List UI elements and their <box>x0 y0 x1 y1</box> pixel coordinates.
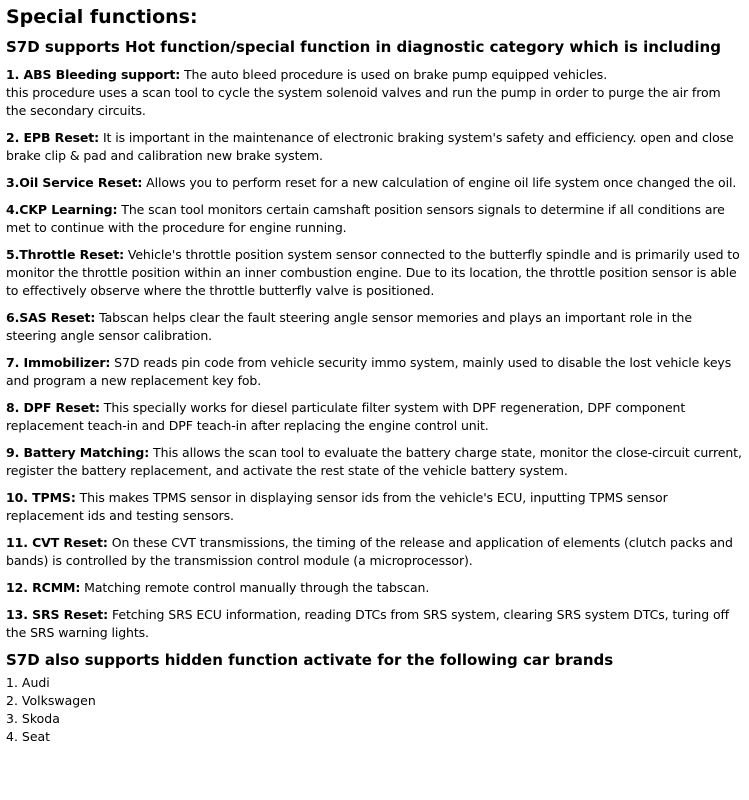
function-description-continued: this procedure uses a scan tool to cycle the system solenoid valves and run the pump in order to purge the air from the secondary circuits. <box>6 85 721 118</box>
function-term: 1. ABS Bleeding support: <box>6 67 181 82</box>
function-term: 13. SRS Reset: <box>6 607 109 622</box>
function-item-oil-service-reset <box>6 174 743 192</box>
function-term: 5.Throttle Reset: <box>6 247 124 262</box>
function-description: The auto bleed procedure is used on brake pump equipped vehicles. <box>180 67 608 82</box>
brand-item-volkswagen: 2. Volkswagen <box>6 693 96 708</box>
function-item-tpms <box>6 489 743 525</box>
special-functions-list <box>6 66 743 642</box>
brand-item-audi: 1. Audi <box>6 675 50 690</box>
function-item-sas-reset <box>6 309 743 345</box>
function-term: 10. TPMS: <box>6 490 76 505</box>
function-description: The scan tool monitors certain camshaft position sensors signals to determine if all conditions are met to continue with the procedure for engine running. <box>6 202 725 235</box>
function-description: On these CVT transmissions, the timing of the release and application of elements (clutch packs and bands) is controlled by the transmission control module (a microprocessor). <box>6 535 733 568</box>
function-item-ckp-learning <box>6 201 743 237</box>
function-term: 3.Oil Service Reset: <box>6 175 143 190</box>
hot-functions-heading: S7D supports Hot function/special function in diagnostic category which is including <box>6 38 721 56</box>
function-item-dpf-reset <box>6 399 743 435</box>
page-title: Special functions: <box>6 6 198 28</box>
function-description: Vehicle's throttle position system sensor connected to the butterfly spindle and is primarily used to monitor the throttle position within an inner combustion engine. Due to its location, the throttle position sensor is able to effectively observe where the throttle butterfly valve is positioned. <box>6 247 740 298</box>
function-description: This specially works for diesel particulate filter system with DPF regeneration, DPF component replacement teach-in and DPF teach-in after replacing the engine control unit. <box>6 400 686 433</box>
function-item-immobilizer <box>6 354 743 390</box>
function-term: 9. Battery Matching: <box>6 445 150 460</box>
car-brands-list <box>6 674 743 746</box>
function-term: 8. DPF Reset: <box>6 400 100 415</box>
function-item-rcmm <box>6 579 743 597</box>
function-term: 6.SAS Reset: <box>6 310 96 325</box>
function-description: Matching remote control manually through the tabscan. <box>80 580 430 595</box>
function-item-cvt-reset <box>6 534 743 570</box>
function-description: This allows the scan tool to evaluate the battery charge state, monitor the close-circuit current, register the battery replacement, and activate the rest state of the vehicle battery system. <box>6 445 742 478</box>
function-term: 4.CKP Learning: <box>6 202 118 217</box>
function-description: This makes TPMS sensor in displaying sensor ids from the vehicle's ECU, inputting TPMS sensor replacement ids and testing sensors. <box>6 490 668 523</box>
brand-item-skoda: 3. Skoda <box>6 711 60 726</box>
function-item-throttle-reset <box>6 246 743 300</box>
hidden-functions-heading: S7D also supports hidden function activate for the following car brands <box>6 651 614 669</box>
function-description: Allows you to perform reset for a new calculation of engine oil life system once changed the oil. <box>142 175 737 190</box>
function-item-epb-reset <box>6 129 743 165</box>
function-description: Fetching SRS ECU information, reading DTCs from SRS system, clearing SRS system DTCs, turing off the SRS warning lights. <box>6 607 730 640</box>
function-item-abs-bleeding <box>6 66 743 120</box>
function-description: It is important in the maintenance of electronic braking system's safety and efficiency. open and close brake clip & pad and calibration new brake system. <box>6 130 734 163</box>
function-term: 7. Immobilizer: <box>6 355 111 370</box>
function-term: 2. EPB Reset: <box>6 130 100 145</box>
function-term: 12. RCMM: <box>6 580 81 595</box>
function-item-battery-matching <box>6 444 743 480</box>
function-term: 11. CVT Reset: <box>6 535 108 550</box>
function-item-srs-reset <box>6 606 743 642</box>
brand-item-seat: 4. Seat <box>6 729 51 744</box>
function-description: S7D reads pin code from vehicle security immo system, mainly used to disable the lost vehicle keys and program a new replacement key fob. <box>6 355 732 388</box>
function-description: Tabscan helps clear the fault steering angle sensor memories and plays an important role in the steering angle sensor calibration. <box>6 310 692 343</box>
